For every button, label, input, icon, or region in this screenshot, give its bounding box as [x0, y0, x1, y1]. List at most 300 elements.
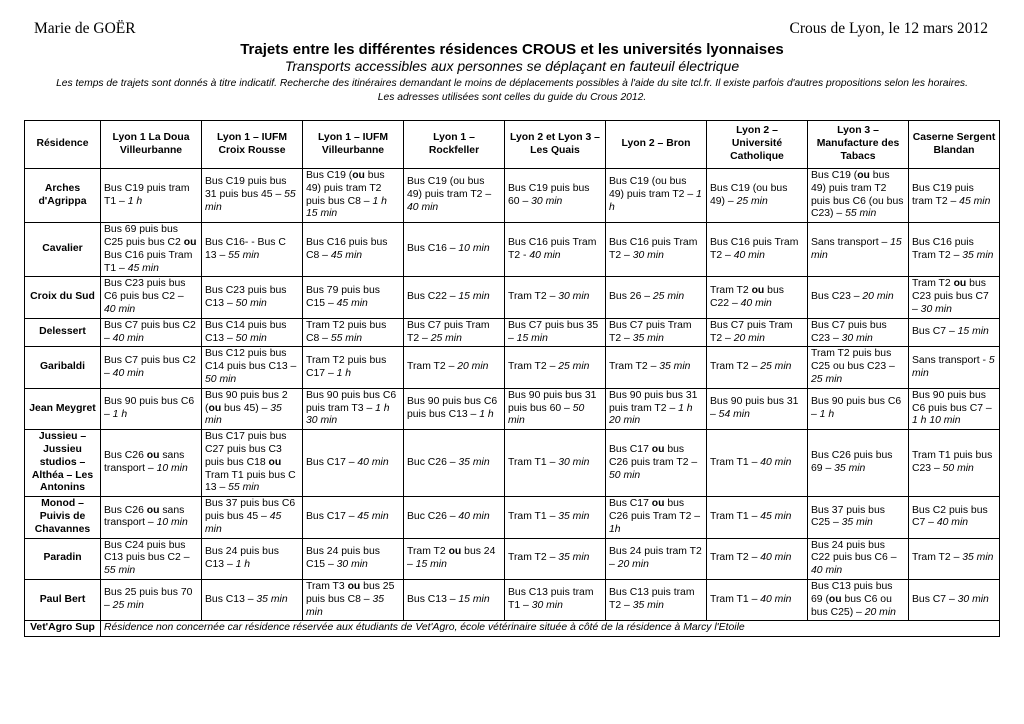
route-or: ou [828, 593, 842, 605]
route-text: Bus C14 puis bus C13 – [205, 319, 287, 344]
route-or: ou [857, 170, 870, 181]
route-or: ou [651, 498, 665, 510]
route-text: Bus C17 [609, 498, 652, 510]
route-text: Bus 69 puis bus C25 puis bus C2 [104, 224, 184, 248]
table-row [25, 430, 1000, 497]
route-cell [606, 579, 707, 620]
route-duration: 50 min [609, 469, 641, 481]
route-cell [202, 318, 303, 347]
residence-name: Vet'Agro Sup [25, 621, 101, 637]
route-text: Bus 24 puis bus C22 puis bus C6 – [811, 539, 897, 564]
route-duration: 40 min [407, 201, 439, 213]
route-duration: 35 min [659, 361, 691, 373]
residence-name: Monod – Puivis de Chavannes [25, 497, 101, 538]
route-cell [303, 318, 404, 347]
route-text: Bus C19 puis bus 31 puis bus 45 – [205, 176, 287, 201]
route-duration: 1 h 15 min [306, 195, 387, 220]
route-duration: 30 min [632, 249, 664, 261]
route-cell [606, 388, 707, 429]
route-cell [808, 388, 909, 429]
residence-name: Paradin [25, 538, 101, 579]
route-cell [707, 388, 808, 429]
route-text: Tram T2 – [508, 291, 559, 303]
column-header: Lyon 2 – Bron [606, 121, 707, 169]
residence-name: Arches d'Agrippa [25, 169, 101, 223]
route-duration: 30 min [957, 593, 989, 605]
route-text-cont: bus 45) – [221, 402, 271, 414]
route-text: Bus C12 puis bus C14 puis bus C13 – [205, 348, 297, 373]
route-duration: 20 min [617, 558, 649, 570]
top-line [34, 20, 988, 42]
route-text: Buc C26 – [407, 456, 459, 468]
route-text: Bus 24 puis bus C15 – [306, 545, 380, 570]
route-duration: 35 min [834, 463, 866, 475]
route-duration: 30 min [531, 195, 563, 207]
route-text: Bus C16 – [407, 243, 459, 255]
route-cell [606, 277, 707, 318]
route-text: Bus C23 puis bus C13 – [205, 284, 287, 309]
route-cell [707, 347, 808, 388]
route-duration: 45 min [205, 510, 282, 535]
route-text: Bus C26 puis bus 69 – [811, 450, 893, 475]
route-or: ou [208, 402, 222, 414]
route-cell [202, 277, 303, 318]
route-cell [303, 538, 404, 579]
route-duration: 30 min [920, 303, 952, 315]
route-text: Bus C19 ( [811, 170, 858, 181]
table-row [25, 579, 1000, 620]
route-text: Tram T2 puis bus C17 – [306, 354, 387, 379]
route-text: Bus 25 puis bus 70 – [104, 587, 193, 612]
route-cell [202, 347, 303, 388]
route-duration: 1 h [479, 408, 494, 420]
route-cell [808, 579, 909, 620]
column-header: Résidence [25, 121, 101, 169]
route-cell [202, 538, 303, 579]
route-text-cont: Tram T1 puis bus C 13 – [205, 469, 296, 494]
route-cell [909, 223, 1000, 277]
column-header: Lyon 1 – Rockfeller [404, 121, 505, 169]
route-duration: 55 min [205, 189, 296, 213]
table-row [25, 169, 1000, 223]
route-duration: 15 min [811, 236, 902, 261]
route-text: Bus C7 puis Tram T2 – [710, 319, 793, 344]
route-duration: 1h [609, 523, 621, 535]
route-duration: 50 min [942, 463, 974, 475]
route-text: Bus 79 puis bus C15 – [306, 284, 380, 309]
table-row [25, 223, 1000, 277]
route-cell [101, 223, 202, 277]
route-duration: 35 min [558, 552, 590, 564]
route-cell [404, 388, 505, 429]
route-duration: 35 min [632, 600, 664, 612]
route-duration: 55 min [228, 249, 260, 261]
route-duration: 35 min [962, 552, 994, 564]
route-cell [101, 497, 202, 538]
route-cell [808, 430, 909, 497]
route-text-cont: bus 24 – [407, 545, 496, 570]
route-cell [505, 223, 606, 277]
route-duration: 30 min [336, 558, 368, 570]
route-text: Bus C7 puis bus C2 – [104, 354, 196, 379]
route-duration: 35 min [962, 249, 994, 261]
route-duration: 25 min [760, 361, 792, 373]
route-cell [606, 318, 707, 347]
route-cell [909, 318, 1000, 347]
route-cell [505, 430, 606, 497]
route-text: Bus C13 puis bus 69 ( [811, 580, 893, 605]
route-cell [505, 579, 606, 620]
route-or: ou [146, 450, 160, 462]
route-duration: 30 min [558, 291, 590, 303]
route-text: Bus C7 puis bus C23 – [811, 319, 887, 344]
route-text: Tram T1 – [710, 456, 761, 468]
route-duration: 10 min [458, 243, 490, 255]
route-duration: 40 min [740, 297, 772, 309]
route-cell [202, 169, 303, 223]
route-text: Bus C19 ( [306, 170, 353, 181]
route-cell [505, 347, 606, 388]
route-text: Bus 26 – [609, 291, 653, 303]
route-cell [707, 497, 808, 538]
table-row [25, 347, 1000, 388]
route-duration: 1 h [819, 408, 835, 420]
route-duration: 1 h [235, 558, 251, 570]
route-duration: 1 h [127, 195, 143, 207]
route-duration: 40 min [357, 456, 389, 468]
route-text: Bus C23 – [811, 291, 863, 303]
route-duration: 50 min [235, 297, 267, 309]
route-text: Bus C13 puis tram T1 – [508, 587, 594, 612]
route-duration: 10 min [156, 517, 188, 529]
route-text: Bus C16- - Bus C 13 – [205, 236, 286, 261]
route-cell [909, 430, 1000, 497]
route-duration: 15 min [516, 332, 548, 344]
route-text: Bus C17 – [306, 456, 358, 468]
route-cell [202, 430, 303, 497]
route-cell [202, 497, 303, 538]
route-duration: 40 min [936, 517, 969, 529]
route-cell [404, 430, 505, 497]
route-duration: 40 min [760, 593, 792, 605]
route-cell [404, 318, 505, 347]
route-text: Bus 24 puis bus C13 – [205, 545, 279, 570]
route-text: Bus C19 (ou bus 49) puis tram T2 – [407, 176, 492, 201]
route-text: Bus C16 puis Tram T2 – [912, 236, 974, 261]
table-row [25, 497, 1000, 538]
route-text: Bus C17 [609, 443, 652, 455]
route-text: Bus C19 (ou bus 49) – [710, 182, 788, 207]
route-duration: 40 min [112, 332, 144, 344]
route-cell [808, 497, 909, 538]
route-text: Sans transport – [811, 236, 891, 248]
route-text: Tram T2 – [912, 552, 963, 564]
column-header: Lyon 1 La Doua Villeurbanne [101, 121, 202, 169]
route-cell [303, 430, 404, 497]
route-cell [808, 277, 909, 318]
route-text: Tram T1 – [508, 510, 559, 522]
route-text: Bus C2 puis bus C7 – [912, 504, 988, 529]
residence-name: Croix du Sud [25, 277, 101, 318]
table-row [25, 277, 1000, 318]
column-header: Lyon 1 – IUFM Villeurbanne [303, 121, 404, 169]
route-cell [303, 347, 404, 388]
route-duration: 45 min [959, 195, 991, 207]
route-duration: 25 min [736, 195, 768, 207]
note-addresses: Les adresses utilisées sont celles du guide du Crous 2012. [377, 92, 647, 103]
route-text: Bus C19 puis bus 60 – [508, 182, 590, 207]
route-cell [606, 430, 707, 497]
route-cell [101, 277, 202, 318]
route-cell [808, 538, 909, 579]
route-text: Bus C17 – [306, 510, 358, 522]
residence-name: Garibaldi [25, 347, 101, 388]
route-text: Bus C7 puis bus C2 – [104, 319, 196, 344]
route-text-cont: bus 25 puis bus C8 – [306, 580, 395, 605]
route-duration: 1 h 10 min [912, 415, 961, 427]
route-text: Tram T1 puis bus C23 – [912, 450, 993, 475]
route-duration: 25 min [112, 600, 144, 612]
route-cell [707, 318, 808, 347]
route-text: Bus C13 – [407, 593, 459, 605]
route-text-cont: bus 49) puis tram T2 puis bus C8 – [306, 170, 385, 207]
routes-table [24, 120, 1000, 637]
route-cell [101, 579, 202, 620]
route-duration: 35 min [841, 517, 873, 529]
route-text: Bus C26 [104, 450, 147, 462]
route-duration: 50 min [235, 332, 267, 344]
route-cell [707, 169, 808, 223]
route-cell [202, 388, 303, 429]
route-or: ou [268, 456, 282, 468]
route-text-cont: bus C23 puis bus C7 – [912, 278, 989, 315]
route-text: Bus 37 puis bus C25 – [811, 504, 885, 529]
route-or: ou [347, 580, 361, 592]
author: Marie de GOËR [34, 20, 136, 37]
route-cell [909, 388, 1000, 429]
route-duration: 45 min [760, 510, 792, 522]
route-duration: 25 min [558, 361, 590, 373]
route-text: Bus C7 puis Tram T2 – [407, 319, 490, 344]
route-duration: 25 min [430, 332, 462, 344]
route-cell [606, 497, 707, 538]
route-text: Bus 90 puis bus C6 puis bus C7 – [912, 389, 992, 414]
route-text: Bus C19 puis tram T1 – [104, 182, 190, 207]
route-text: Tram T2 – [407, 361, 458, 373]
route-text-cont: sans transport – [104, 504, 185, 529]
route-duration: 35 min [632, 332, 664, 344]
route-duration: 55 min [330, 332, 363, 344]
route-duration: 45 min [336, 297, 368, 309]
route-text: Sans transport - [912, 354, 989, 366]
header-row [25, 121, 1000, 169]
route-text: Bus 90 puis bus C6 puis tram T3 – [306, 389, 397, 414]
route-duration: 40 min [811, 565, 843, 577]
route-duration: 20 min [733, 332, 765, 344]
route-cell [707, 430, 808, 497]
route-cell [303, 388, 404, 429]
route-text: Bus 37 puis bus C6 puis bus 45 – [205, 498, 296, 522]
route-cell [101, 318, 202, 347]
route-cell [505, 538, 606, 579]
route-duration: 1 h 20 min [609, 402, 693, 427]
column-header: Lyon 1 – IUFM Croix Rousse [202, 121, 303, 169]
route-text: Tram T2 puis bus C25 ou bus C23 – [811, 348, 895, 373]
route-duration: 35 min [558, 510, 590, 522]
route-duration: 35 min [306, 593, 384, 618]
residence-name: Paul Bert [25, 579, 101, 620]
route-text-cont: sans transport – [104, 450, 185, 475]
route-cell [808, 347, 909, 388]
route-cell [404, 538, 505, 579]
route-duration: 35 min [205, 402, 282, 427]
route-text: Bus C7 – [912, 593, 958, 605]
route-cell [505, 497, 606, 538]
route-text: Bus C19 (ou bus 49) puis tram T2 – [609, 176, 697, 201]
route-text: Tram T1 – [508, 456, 559, 468]
route-cell [909, 347, 1000, 388]
route-cell [808, 223, 909, 277]
residence-name: Jean Meygret [25, 388, 101, 429]
route-text: Bus C22 – [407, 291, 459, 303]
residence-name: Cavalier [25, 223, 101, 277]
route-or: ou [352, 170, 365, 181]
route-cell [303, 169, 404, 223]
place-date: Crous de Lyon, le 12 mars 2012 [789, 20, 988, 37]
route-duration: 30 min [558, 456, 590, 468]
route-cell [202, 223, 303, 277]
route-duration: 45 min [357, 510, 389, 522]
route-duration: 15 min [458, 291, 490, 303]
route-duration: 20 min [864, 606, 896, 618]
route-or: ou [448, 545, 462, 557]
route-cell [707, 538, 808, 579]
route-cell [404, 579, 505, 620]
route-duration: 15 min [458, 593, 490, 605]
route-or: ou [183, 236, 197, 248]
note-indicative: Les temps de trajets sont donnés à titre indicatif. Recherche des itinéraires demandant le moins de déplacements possibles à l'aide du site tcl.fr. Il existe parfois d'autres propositions selon les horaires. [56, 78, 968, 89]
route-duration: 15 min [415, 558, 447, 570]
route-cell [404, 497, 505, 538]
table-body [25, 169, 1000, 637]
route-text: Bus C7 puis bus 35 – [508, 319, 599, 344]
route-cell [505, 169, 606, 223]
route-cell [404, 223, 505, 277]
route-duration: 40 min [760, 552, 792, 564]
route-duration: 40 min [458, 510, 490, 522]
route-cell [909, 497, 1000, 538]
route-cell [303, 497, 404, 538]
route-cell [808, 169, 909, 223]
route-cell [303, 579, 404, 620]
route-duration: 20 min [862, 291, 894, 303]
residence-name: Delessert [25, 318, 101, 347]
route-cell [909, 169, 1000, 223]
route-text: Bus C23 puis bus C6 puis bus C2 – [104, 278, 186, 303]
route-duration: 45 min [127, 262, 159, 274]
route-cell [101, 347, 202, 388]
route-duration: 20 min [457, 361, 489, 373]
table-row [25, 318, 1000, 347]
route-duration: 55 min [104, 565, 136, 577]
route-text: Bus C16 puis Tram T2 – [609, 236, 698, 261]
route-cell [505, 388, 606, 429]
route-cell [101, 169, 202, 223]
route-text: Bus C13 puis tram T2 – [609, 587, 695, 612]
document-title: Trajets entre les différentes résidences CROUS et les universités lyonnaises [240, 41, 784, 58]
route-duration: 45 min [330, 249, 363, 261]
route-or: ou [651, 443, 665, 455]
route-text: Bus C7 puis Tram T2 – [609, 319, 692, 344]
route-cell [101, 430, 202, 497]
route-cell [909, 579, 1000, 620]
route-duration: 40 min [760, 456, 792, 468]
route-text: Bus 90 puis bus C6 – [104, 396, 195, 420]
route-or: ou [146, 504, 160, 516]
table-row [25, 538, 1000, 579]
route-cell [606, 169, 707, 223]
route-text-cont: Bus C16 puis Tram T1 – [104, 249, 193, 274]
route-text: Bus C16 puis bus C8 – [306, 236, 388, 261]
route-duration: 25 min [811, 373, 843, 385]
route-cell [909, 538, 1000, 579]
route-cell [303, 277, 404, 318]
route-text: Tram T1 – [710, 510, 761, 522]
route-text: Bus C16 puis Tram T2 – [710, 236, 799, 261]
route-duration: 30 min [841, 332, 873, 344]
route-text: Tram T2 [710, 284, 752, 296]
route-text: Bus 90 puis bus 31 puis tram T2 – [609, 389, 698, 414]
route-or: ou [953, 278, 967, 290]
route-duration: 1 h [336, 367, 352, 379]
table-row [25, 388, 1000, 429]
route-duration: 35 min [458, 456, 490, 468]
route-text: Buc C26 – [407, 510, 459, 522]
route-duration: 50 min [205, 373, 237, 385]
route-duration: 55 min [228, 482, 260, 494]
route-duration: 30 min [531, 600, 563, 612]
route-text-cont: bus 49) puis tram T2 puis bus C6 (ou bus C23) – [811, 170, 904, 220]
route-duration: 1 h [609, 189, 702, 213]
route-duration: 50 min [508, 402, 585, 427]
route-cell [505, 318, 606, 347]
route-text: Tram T2 [912, 278, 954, 290]
document-subtitle: Transports accessibles aux personnes se déplaçant en fauteuil électrique [284, 58, 740, 74]
route-cell [707, 277, 808, 318]
route-duration: 35 min [256, 593, 288, 605]
route-duration: 15 min [957, 326, 989, 338]
route-cell [404, 169, 505, 223]
route-cell [606, 347, 707, 388]
route-text: Bus C16 puis Tram T2 - [508, 236, 597, 261]
route-duration: 5 min [912, 354, 995, 379]
route-text: Tram T2 – [710, 552, 761, 564]
route-duration: 1 h [112, 408, 128, 420]
route-cell [505, 277, 606, 318]
route-text: Tram T2 – [710, 361, 761, 373]
column-header: Lyon 2 – Université Catholique [707, 121, 808, 169]
residence-name: Jussieu – Jussieu studios – Althéa – Les Antonins [25, 430, 101, 497]
route-duration: 55 min [845, 208, 877, 220]
route-cell [707, 579, 808, 620]
route-text: Bus C17 puis bus C27 puis bus C3 puis bus C18 [205, 431, 287, 468]
route-duration: 40 min [529, 249, 561, 261]
route-duration: 40 min [112, 367, 144, 379]
route-text: Tram T2 – [508, 361, 559, 373]
route-duration: 1 h 30 min [306, 402, 390, 427]
route-duration: 10 min [156, 463, 188, 475]
route-text: Bus 90 puis bus 2 ( [205, 389, 288, 414]
